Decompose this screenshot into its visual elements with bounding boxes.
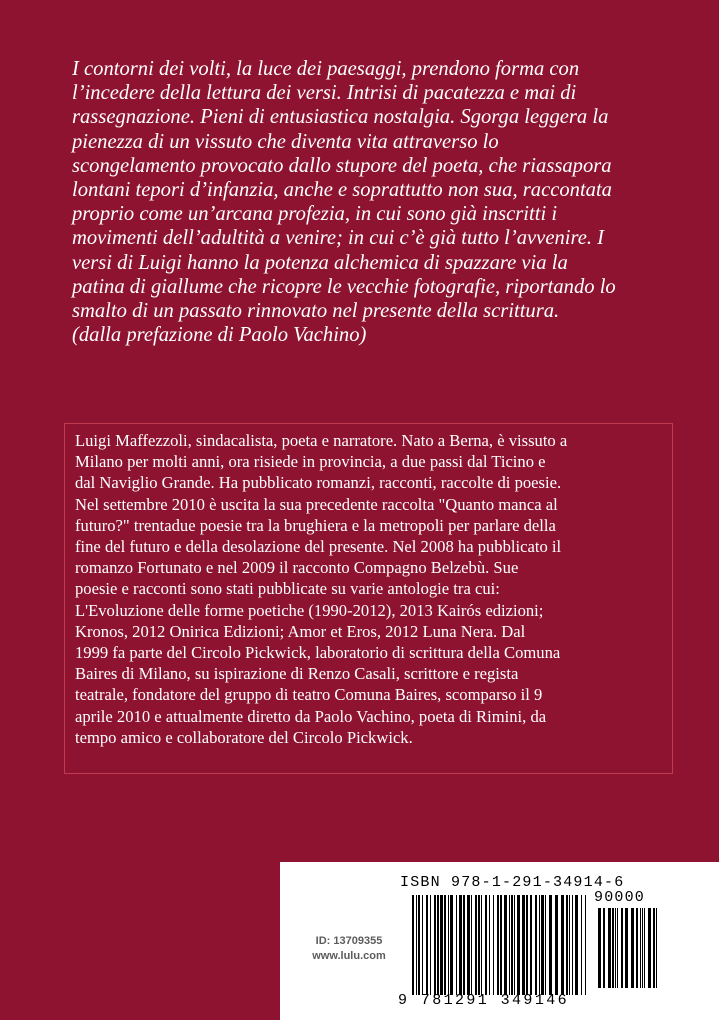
barcode-bar xyxy=(456,895,457,995)
barcode-bar xyxy=(572,895,573,995)
bio-line: romanzo Fortunato e nel 2009 il racconto Compagno Belzebù. Sue xyxy=(75,558,519,578)
barcode-bar xyxy=(621,908,623,988)
barcode-bar xyxy=(585,895,586,995)
bio-line: fine del futuro e della desolazione del presente. Nel 2008 ha pubblicato il xyxy=(75,537,562,557)
isbn-text: ISBN 978-1-291-34914-6 xyxy=(400,874,625,891)
bio-line: Luigi Maffezzoli, sindacalista, poeta e narratore. Nato a Berna, è vissuto a xyxy=(75,431,568,450)
barcode-bar xyxy=(648,908,651,988)
barcode-bar xyxy=(608,908,611,988)
lulu-site-label: www.lulu.com xyxy=(312,950,386,962)
barcode-bar xyxy=(422,895,423,995)
barcode-bar xyxy=(509,895,510,995)
barcode-bar xyxy=(412,895,414,995)
quote-line: rassegnazione. Pieni di entusiastica nostalgia. Sgorga leggera la xyxy=(72,106,609,129)
quote-line: movimenti dell’adultità a venire; in cui c’è già tutto l’avvenire. I xyxy=(72,227,605,250)
barcode-bar xyxy=(598,908,601,988)
bio-line: teatrale, fondatore del gruppo di teatro Comuna Baires, scomparso il 9 xyxy=(75,685,543,705)
barcode-bar xyxy=(430,895,431,995)
barcode-bar xyxy=(478,895,480,995)
barcode-bar xyxy=(426,895,428,995)
barcode-bar xyxy=(569,895,570,995)
barcode-bar xyxy=(555,895,558,995)
barcode-bar xyxy=(475,895,477,995)
barcode-bar xyxy=(467,895,470,995)
quote-line: proprio come un’arcana profezia, in cui sono già inscritti i xyxy=(72,203,558,226)
quote-line: I contorni dei volti, la luce dei paesaggi, prendono forma con xyxy=(72,58,580,80)
barcode-bar xyxy=(575,895,578,995)
barcode-bar xyxy=(625,908,628,988)
ean-digits: 9 781291 349146 xyxy=(398,992,570,1009)
barcode-bar xyxy=(514,895,515,995)
barcode-bar xyxy=(617,908,618,988)
barcode-bar xyxy=(566,895,568,995)
author-bio xyxy=(75,430,667,748)
barcode-bar xyxy=(489,895,490,995)
barcode-bar xyxy=(511,895,513,995)
preface-quote xyxy=(72,57,672,347)
lulu-id-block xyxy=(300,934,398,964)
barcode-bar xyxy=(437,895,439,995)
bio-line: Milano per molti anni, ora risiede in provincia, a due passi dal Ticino e xyxy=(75,452,546,472)
barcode-bar xyxy=(504,895,507,995)
ean-barcode xyxy=(412,895,588,995)
barcode-bar xyxy=(541,895,544,995)
quote-line: patina di giallume che ricopre le vecchie fotografie, riportando lo xyxy=(72,275,616,298)
barcode-bar xyxy=(545,895,546,995)
quote-line: lontani tepori d’infanzia, anche e soprattutto non sua, raccontata xyxy=(72,179,612,202)
bio-line: poesie e racconti sono stati pubblicate su varie antologie tra cui: xyxy=(75,579,500,599)
barcode-bar xyxy=(656,908,657,988)
barcode-bar xyxy=(459,895,462,995)
barcode-bar xyxy=(500,895,502,995)
barcode-bar xyxy=(517,895,520,995)
barcode-bar xyxy=(636,908,638,988)
bio-line: aprile 2010 e attualmente diretto da Paolo Vachino, poeta di Rimini, da xyxy=(75,706,547,726)
barcode-bar xyxy=(549,895,552,995)
barcode-bar xyxy=(640,908,641,988)
quote-line: smalto di un passato rinnovato nel presente della scrittura. xyxy=(72,300,560,323)
barcode-bar xyxy=(418,895,420,995)
barcode-bar xyxy=(535,895,537,995)
bio-line: tempo amico e collaboratore del Circolo Pickwick. xyxy=(75,727,413,747)
barcode-bar xyxy=(653,908,655,988)
barcode-bar xyxy=(603,908,605,988)
barcode-bar xyxy=(644,908,645,988)
barcode-bar xyxy=(631,908,634,988)
bio-line: Nel settembre 2010 è uscita la sua precedente raccolta "Quanto manca al xyxy=(75,494,558,514)
quote-attribution: (dalla prefazione di Paolo Vachino) xyxy=(72,324,367,347)
barcode-bar xyxy=(448,895,449,995)
quote-line: pienezza di un vissuto che diventa vita attraverso lo xyxy=(72,130,499,153)
barcode-bar xyxy=(581,895,582,995)
quote-line: l’incedere della lettura dei versi. Intrisi di pacatezza e mai di xyxy=(72,82,577,105)
barcode-bar xyxy=(493,895,494,995)
barcode-bar xyxy=(612,908,614,988)
lulu-id-label: ID: 13709355 xyxy=(315,935,383,947)
barcode-bar xyxy=(539,895,540,995)
barcode-bar xyxy=(522,895,525,995)
barcode-bar xyxy=(561,895,564,995)
bio-line: dal Naviglio Grande. Ha pubblicato romanzi, racconti, raccolte di poesie. xyxy=(75,473,562,493)
barcode-bar xyxy=(471,895,472,995)
bio-line: futuro?" trentadue poesie tra la brughiera e la metropoli per parlare della xyxy=(75,515,556,535)
bio-line: L'Evoluzione delle forme poetiche (1990-2012), 2013 Kairós edizioni; xyxy=(75,600,544,620)
barcode-bar xyxy=(416,895,417,995)
barcode-bar xyxy=(497,895,499,995)
barcode-bar xyxy=(444,895,446,995)
barcode-bar xyxy=(530,895,532,995)
price-addon-barcode xyxy=(598,908,660,988)
bio-line: 1999 fa parte del Circolo Pickwick, laboratorio di scrittura della Comuna xyxy=(75,643,561,663)
barcode-bar xyxy=(440,895,443,995)
barcode-bar xyxy=(450,895,453,995)
barcode-bar xyxy=(481,895,482,995)
barcode-bar xyxy=(463,895,465,995)
price-code-text: 90000 xyxy=(594,889,646,906)
barcode-bar xyxy=(434,895,436,995)
barcode-bar xyxy=(642,908,643,988)
quote-line: scongelamento provocato dallo stupore del poeta, che riassapora xyxy=(72,154,612,177)
bio-line: Baires di Milano, su ispirazione di Renzo Casali, scrittore e regista xyxy=(75,664,519,684)
barcode-bar xyxy=(526,895,528,995)
barcode-bar xyxy=(615,908,616,988)
quote-line: versi di Luigi hanno la potenza alchemica di spazzare via la xyxy=(72,251,568,274)
barcode-bar xyxy=(485,895,487,995)
bio-line: Kronos, 2012 Onirica Edizioni; Amor et Eros, 2012 Luna Nera. Dal xyxy=(75,621,526,641)
